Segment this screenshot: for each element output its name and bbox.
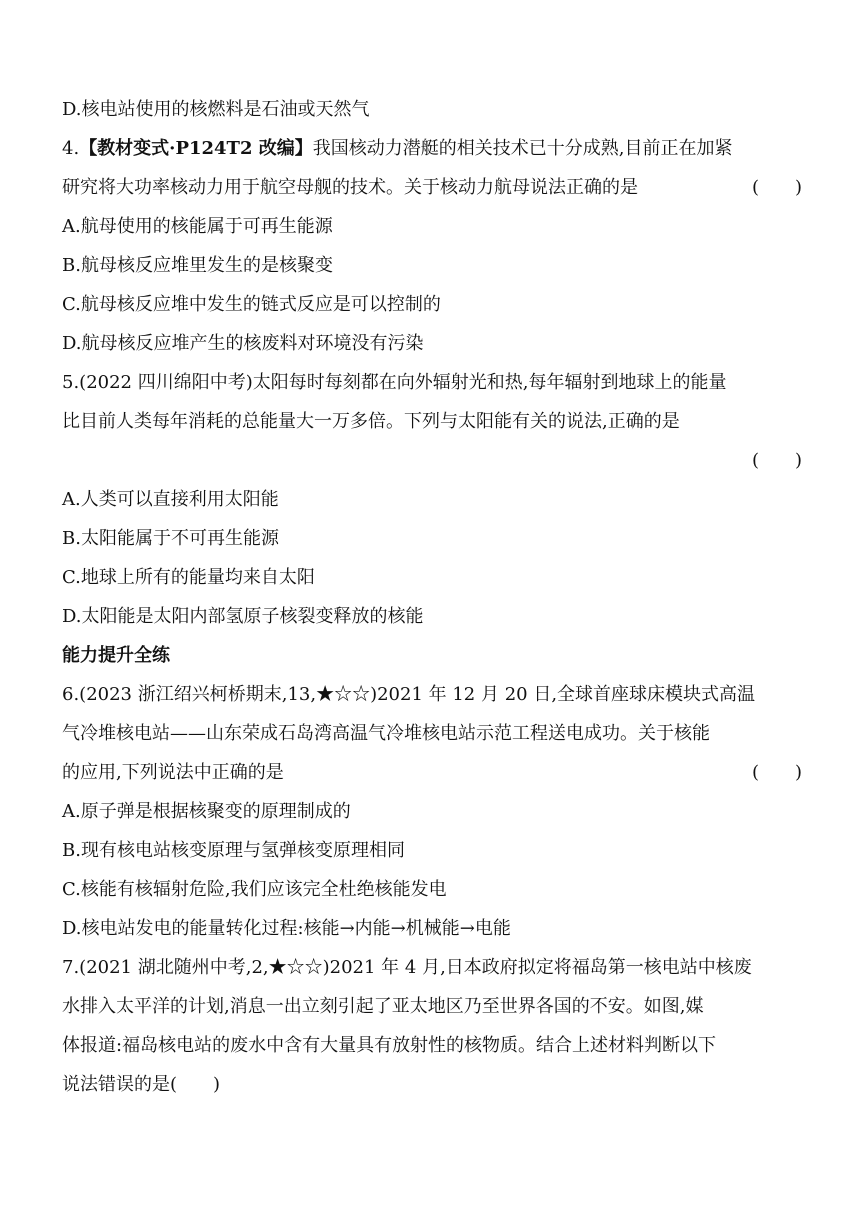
q4-option-d: D.航母核反应堆产生的核废料对环境没有污染 bbox=[62, 333, 424, 354]
q4-stem-line1 bbox=[62, 129, 802, 168]
q6-stem-line2: 气冷堆核电站——山东荣成石岛湾高温气冷堆核电站示范工程送电成功。关于核能 bbox=[62, 723, 710, 744]
q6-option-b: B.现有核电站核变原理与氢弹核变原理相同 bbox=[62, 840, 405, 861]
q4-option-c: C.航母核反应堆中发生的链式反应是可以控制的 bbox=[62, 294, 441, 315]
q4-stem-text: 我国核动力潜艇的相关技术已十分成熟,目前正在加紧 bbox=[312, 138, 733, 159]
q6-option-d: D.核电站发电的能量转化过程:核能→内能→机械能→电能 bbox=[62, 918, 511, 939]
q7-stem-line2: 水排入太平洋的计划,消息一出立刻引起了亚太地区乃至世界各国的不安。如图,媒 bbox=[62, 996, 704, 1017]
q6-option-c: C.核能有核辐射危险,我们应该完全杜绝核能发电 bbox=[62, 879, 447, 900]
q5-option-d: D.太阳能是太阳内部氢原子核裂变释放的核能 bbox=[62, 606, 424, 627]
q5-option-b: B.太阳能属于不可再生能源 bbox=[62, 528, 279, 549]
q6-answer-bracket[interactable]: ( ) bbox=[751, 762, 802, 783]
q7-stem-line1: 7.(2021 湖北随州中考,2,★☆☆)2021 年 4 月,日本政府拟定将福岛第一核电站中核废 bbox=[62, 957, 752, 978]
q4-option-b: B.航母核反应堆里发生的是核聚变 bbox=[62, 255, 333, 276]
q6-stem-text-3: 的应用,下列说法中正确的是 bbox=[62, 762, 284, 783]
q6-stem-line3 bbox=[62, 753, 802, 792]
q4-option-a: A.航母使用的核能属于可再生能源 bbox=[62, 216, 333, 237]
worksheet-page bbox=[62, 90, 802, 1104]
q7-stem-line3: 体报道:福岛核电站的废水中含有大量具有放射性的核物质。结合上述材料判断以下 bbox=[62, 1035, 717, 1056]
q4-source-tag: 【教材变式·P124T2 改编】 bbox=[79, 138, 313, 159]
section-heading: 能力提升全练 bbox=[62, 645, 170, 666]
q5-option-a: A.人类可以直接利用太阳能 bbox=[62, 489, 279, 510]
q5-answer-bracket[interactable]: ( ) bbox=[751, 450, 802, 471]
q5-stem-line2: 比目前人类每年消耗的总能量大一万多倍。下列与太阳能有关的说法,正确的是 bbox=[62, 411, 680, 432]
q7-stem-line4: 说法错误的是( ) bbox=[62, 1074, 221, 1095]
q5-bracket-line bbox=[62, 441, 802, 480]
q6-stem-line1: 6.(2023 浙江绍兴柯桥期末,13,★☆☆)2021 年 12 月 20 日,全球首座球床模块式高温 bbox=[62, 684, 756, 705]
q3-option-d: D.核电站使用的核燃料是石油或天然气 bbox=[62, 99, 370, 120]
q6-option-a: A.原子弹是根据核聚变的原理制成的 bbox=[62, 801, 351, 822]
q4-stem-text-2: 研究将大功率核动力用于航空母舰的技术。关于核动力航母说法正确的是 bbox=[62, 177, 638, 198]
q5-stem-line1: 5.(2022 四川绵阳中考)太阳每时每刻都在向外辐射光和热,每年辐射到地球上的能量 bbox=[62, 372, 727, 393]
q4-stem-line2 bbox=[62, 168, 802, 207]
q4-answer-bracket[interactable]: ( ) bbox=[751, 177, 802, 198]
q5-option-c: C.地球上所有的能量均来自太阳 bbox=[62, 567, 315, 588]
q4-number: 4. bbox=[62, 138, 80, 159]
